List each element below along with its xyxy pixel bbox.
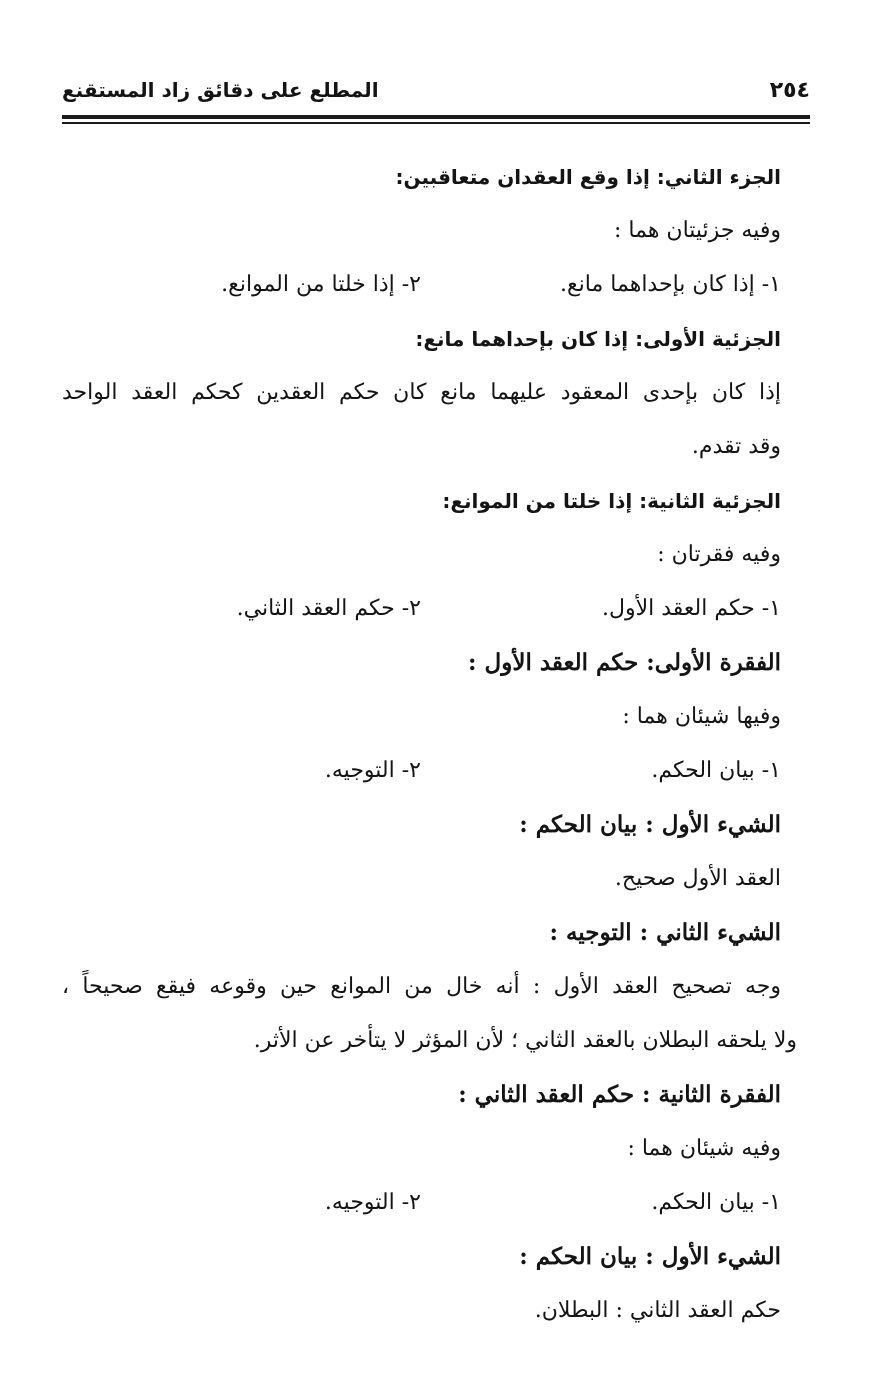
list-item: ٢- التوجيه. <box>324 758 421 783</box>
paragraph-line: وقد تقدم. <box>691 434 781 459</box>
page-body <box>62 150 797 1338</box>
paragraph-line: ولا يلحقه البطلان بالعقد الثاني ؛ لأن المؤثر لا يتأخر عن الأثر. <box>253 1028 797 1053</box>
section-heading: الشيء الأول : بيان الحكم : <box>519 1243 781 1270</box>
enumerated-pair <box>62 582 781 636</box>
list-item: ١- بيان الحكم. <box>651 758 781 783</box>
paragraph-line: وفيه شيئان هما : <box>627 1136 781 1161</box>
paragraph-line: إذا كان بإحدى المعقود عليهما مانع كان حكم العقدين كحكم العقد الواحد <box>62 380 781 405</box>
paragraph-line: حكم العقد الثاني : البطلان. <box>534 1298 781 1323</box>
list-item: ٢- إذا خلتا من الموانع. <box>221 272 421 297</box>
enumerated-pair <box>62 744 781 798</box>
list-item: ١- بيان الحكم. <box>651 1190 781 1215</box>
enumerated-pair <box>62 1176 781 1230</box>
list-item: ١- حكم العقد الأول. <box>602 596 781 621</box>
section-heading: الجزئية الثانية: إذا خلتا من الموانع: <box>442 489 781 513</box>
paragraph-line: وفيه جزئيتان هما : <box>614 218 781 243</box>
section-heading: الشيء الثاني : التوجيه : <box>549 919 781 946</box>
section-heading: الشيء الأول : بيان الحكم : <box>519 811 781 838</box>
section-heading: الفقرة الأولى: حكم العقد الأول : <box>468 649 781 676</box>
header-rule-thick <box>62 115 810 119</box>
paragraph-line: وجه تصحيح العقد الأول : أنه خال من الموانع حين وقوعه فيقع صحيحاً ، <box>62 974 781 999</box>
paragraph-line: وفيه فقرتان : <box>657 542 781 567</box>
page-number: ٢٥٤ <box>769 78 810 103</box>
page-header <box>62 70 810 116</box>
paragraph-line: العقد الأول صحيح. <box>614 866 781 891</box>
section-heading: الجزء الثاني: إذا وقع العقدان متعاقبين: <box>395 165 781 189</box>
section-heading: الجزئية الأولى: إذا كان بإحداهما مانع: <box>415 327 781 351</box>
list-item: ١- إذا كان بإحداهما مانع. <box>559 272 781 297</box>
enumerated-pair <box>62 258 781 312</box>
list-item: ٢- التوجيه. <box>324 1190 421 1215</box>
header-rule-thin <box>62 122 810 124</box>
running-title: المطلع على دقائق زاد المستقنع <box>62 78 379 102</box>
section-heading: الفقرة الثانية : حكم العقد الثاني : <box>458 1081 781 1108</box>
paragraph-line: وفيها شيئان هما : <box>622 704 781 729</box>
list-item: ٢- حكم العقد الثاني. <box>236 596 421 621</box>
